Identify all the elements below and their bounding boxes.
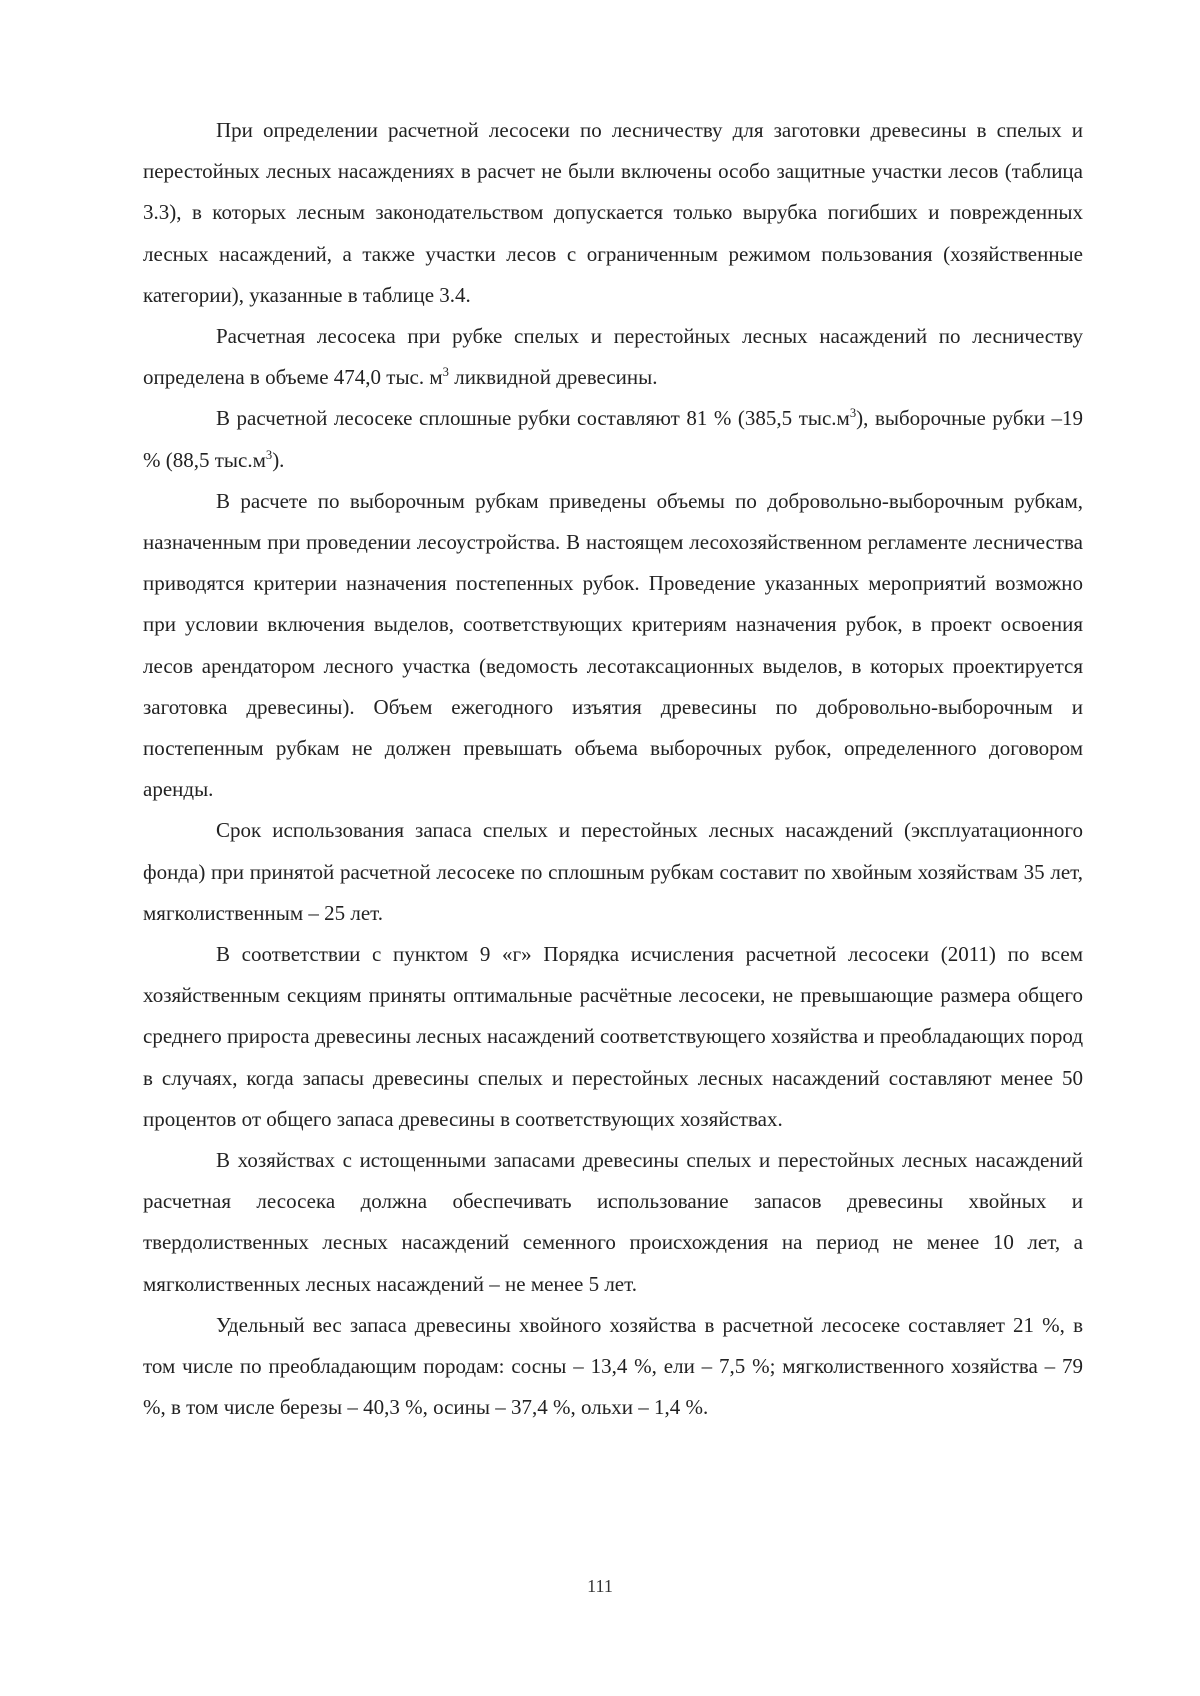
paragraph-5	[143, 810, 1083, 934]
paragraph-8	[143, 1305, 1083, 1429]
paragraph-3	[143, 398, 1083, 480]
superscript-cubic: 3	[442, 365, 449, 380]
page-number: 111	[587, 1576, 613, 1596]
paragraph-7-text: В хозяйствах с истощенными запасами древесины спелых и перестойных лесных насаждений расчетная лесосека должна обеспечивать использование запасов древесины хвойных и твердолиственных лесных насаждений семенного происхождения на период не менее 10 лет, а мягколиственных лесных насаждений – не менее 5 лет.	[143, 1148, 1083, 1296]
paragraph-4	[143, 481, 1083, 811]
superscript-cubic: 3	[265, 447, 273, 462]
paragraph-2-text: Расчетная лесосека при рубке спелых и перестойных лесных насаждений по лесничеству определена в объеме 474,0 тыс. м	[143, 324, 1083, 390]
paragraph-6	[143, 934, 1083, 1140]
paragraph-1-text: При определении расчетной лесосеки по лесничеству для заготовки древесины в спелых и перестойных лесных насаждениях в расчет не были включены особо защитные участки лесов (таблица 3.3), в которых лесным законодательством допускается только вырубка погибших и поврежденных лесных насаждений, а также участки лесов с ограниченным режимом пользования (хозяйственные категории), указанные в таблице 3.4.	[143, 118, 1083, 307]
paragraph-1	[143, 110, 1083, 316]
paragraph-3-text-end: ).	[272, 447, 285, 472]
paragraph-6-text: В соответствии с пунктом 9 «г» Порядка исчисления расчетной лесосеки (2011) по всем хозяйственным секциям приняты оптимальные расчётные лесосеки, не превышающие размера общего среднего прироста древесины лесных насаждений соответствующего хозяйства и преобладающих пород в случаях, когда запасы древесины спелых и перестойных лесных насаждений составляют менее 50 процентов от общего запаса древесины в соответствующих хозяйствах.	[143, 942, 1083, 1131]
paragraph-3-text-mid: ), выборочные рубки –19 % (88,5 тыс.м	[143, 406, 1084, 472]
paragraph-8-text: Удельный вес запаса древесины хвойного хозяйства в расчетной лесосеке составляет 21 %, в том числе по преобладающим породам: сосны – 13,4 %, ели – 7,5 %; мягколиственного хозяйства – 79 %, в том числе березы – 40,3 %, осины – 37,4 %, ольхи – 1,4 %.	[143, 1312, 1083, 1420]
body-text	[143, 110, 1083, 1429]
paragraph-3-text: В расчетной лесосеке сплошные рубки составляют 81 % (385,5 тыс.м	[216, 406, 850, 431]
paragraph-5-text: Срок использования запаса спелых и перестойных лесных насаждений (эксплуатационного фонда) при принятой расчетной лесосеке по сплошным рубкам составит по хвойным хозяйствам 35 лет, мягколиственным – 25 лет.	[143, 818, 1083, 925]
superscript-cubic: 3	[849, 406, 857, 421]
paragraph-4-text: В расчете по выборочным рубкам приведены объемы по добровольно-выборочным рубкам, назначенным при проведении лесоустройства. В настоящем лесохозяйственном регламенте лесничества приводятся критерии назначения постепенных рубок. Проведение указанных мероприятий возможно при условии включения выделов, соответствующих критериям назначения рубок, в проект освоения лесов арендатором лесного участка (ведомость лесотаксационных выделов, в которых проектируется заготовка древесины). Объем ежегодного изъятия древесины по добровольно-выборочным и постепенным рубкам не должен превышать объема выборочных рубок, определенного договором аренды.	[143, 488, 1083, 802]
paragraph-7	[143, 1140, 1083, 1305]
paragraph-2-text-end: ликвидной древесины.	[448, 365, 658, 390]
paragraph-2	[143, 316, 1083, 398]
